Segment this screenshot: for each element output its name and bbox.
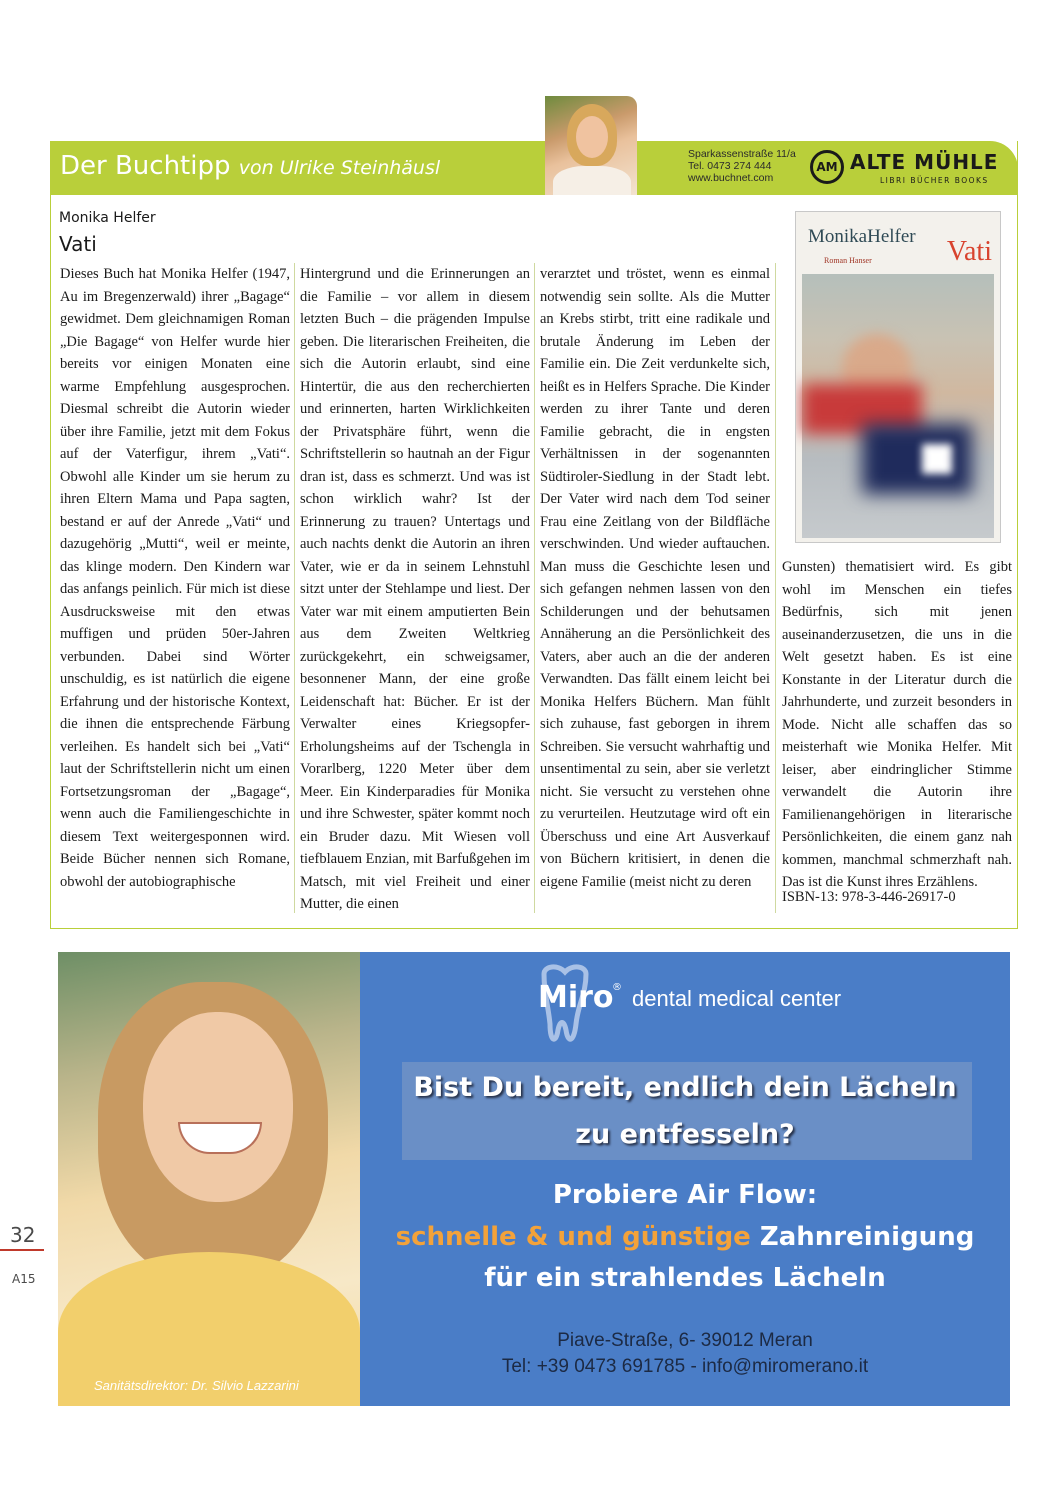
shop-tagline: LIBRI BÜCHER BOOKS bbox=[880, 176, 989, 185]
ad-offer-line-1: Probiere Air Flow: bbox=[552, 1180, 818, 1210]
ad-headline-line-1: Bist Du bereit, endlich dein Lächeln bbox=[413, 1072, 957, 1103]
article-author: Monika Helfer bbox=[59, 210, 156, 226]
ad-address: Piave-Straße, 6- 39012 Meran bbox=[557, 1330, 813, 1351]
miro-subtitle: dental medical center bbox=[632, 986, 842, 1011]
ad-headline-line-2: zu entfesseln? bbox=[575, 1119, 795, 1150]
miro-ad-panel bbox=[360, 952, 1010, 1406]
ad-contact: Tel: +39 0473 691785 - info@miromerano.it bbox=[501, 1356, 869, 1377]
ad-offer-line-2 bbox=[360, 1222, 1010, 1252]
ad-photo-caption: Sanitätsdirektor: Dr. Silvio Lazzarini bbox=[94, 1378, 299, 1393]
reviewer-portrait bbox=[545, 96, 637, 195]
shop-website: www.buchnet.com bbox=[688, 172, 774, 184]
book-tip-title bbox=[60, 151, 440, 181]
shop-address bbox=[688, 148, 796, 184]
page-code: A15 bbox=[12, 1272, 36, 1286]
ad-offer-line-3: für ein strahlendes Lächeln bbox=[484, 1263, 886, 1293]
article-title: Vati bbox=[59, 232, 97, 256]
logo-mark-icon: AM bbox=[810, 150, 844, 184]
cover-artwork bbox=[802, 274, 994, 538]
column-divider bbox=[775, 263, 776, 913]
page-number-rule bbox=[0, 1249, 44, 1251]
cover-title: Vati bbox=[946, 236, 992, 267]
shop-name: ALTE MÜHLE bbox=[850, 150, 999, 174]
ad-offer-highlight: schnelle & und günstige bbox=[395, 1222, 751, 1252]
article-column-3: verarztet und tröstet, wenn es einmal notwendig sein sollte. Als die Mutter an Krebs stirbt, tritt eine radikale und brutale Änderung im Leben der Familie ein. Die Zeit verdunkelte sich, heißt es in Helfers Sprache. Die Kinder werden zu ihrer Tante und deren Familie gebracht, die in engsten Verhältnissen in der sogenannten Südtiroler-Siedlung in der Stadt lebt. Der Vater wird nach dem Tod seiner Frau eine Zeitlang von der Bildfläche verschwinden. Und wieder auftauchen. Man muss die Geschichte lesen und sich gefangen nehmen lassen von den Schilderungen und der behutsamen Annäherung an die Persönlichkeit des Vaters, aber auch an die der anderen Verwandten. Das fällt einem leicht bei Monika Helfers Büchern. Man fühlt sich zuhause, fast geborgen in ihrem Schreiben. Sie versucht wahrhaftig und unsentimental zu sein, aber sie verletzt nicht. Sie versucht zu verstehen ohne zu verurteilen. Heutzutage wird oft ein Überschuss und eine Art Ausverkauf von Büchern kritisiert, in denen die eigene Familie (meist nicht zu deren bbox=[540, 266, 770, 890]
page-number: 32 bbox=[10, 1223, 36, 1247]
book-cover bbox=[795, 211, 1001, 543]
alte-muehle-logo bbox=[810, 150, 999, 190]
shop-phone: Tel. 0473 274 444 bbox=[688, 160, 772, 172]
article-column-4: Gunsten) thematisiert wird. Es gibt wohl im Menschen ein tiefes Bedürfnis, sich mit jenen auseinanderzusetzen, die uns in die Welt gesetzt haben. Es ist eine Konstante in der Literatur durch die Jahrhunderte, und zurzeit besonders in Mode. Nicht alle schaffen das so meisterhaft wie Monika Helfer. Mit leiser, aber eindringlicher Stimme verwandelt die Autorin ihre Familienangehörigen in literarische Persönlichkeiten, die einem ganz nah kommen, manchmal schmerzhaft nah. Das ist die Kunst ihres Erzählens. bbox=[782, 559, 1012, 890]
cover-publisher: Roman Hanser bbox=[824, 256, 872, 265]
article-column-2: Hintergrund und die Erinnerungen an die Familie – vor allem in diesem letzten Buch – die prägenden Impulse geben. Die literarischen Freiheiten, die sich die Autorin erlaubt, sind eine Hintertür, die aus den recherchierten und erinnerten, harten Wirklichkeiten der Privatsphäre führt, wenn die Schriftstellerin so hautnah an der Figur dran ist, dass es schmerzt. Und was ist schon wirklich wahr? Ist der Erinnerung zu trauen? Untertags und auch nachts denkt die Autorin an ihren Vater, wie er da in seinem Lehnstuhl sitzt unter der Stehlampe und liest. Der Vater war mit einem amputierten Bein aus dem Zweiten Weltkrieg zurückgekehrt, ein schweigsamer, besonnener Mann, der eine große Leidenschaft hat: Bücher. Er ist der Verwalter eines Kriegsopfer-Erholungsheims auf der Tschengla in Vorarlberg, 1220 Meter über dem Meer. Ein Kinderparadies für Monika und ihre Schwester, später kommt noch ein Bruder dazu. Mit Wiesen voll tiefblauem Enzian, mit Barfußgehen im Matsch, mit viel Freiheit und einer Mutter, die einen bbox=[300, 266, 530, 912]
book-tip-title-text: Der Buchtipp bbox=[60, 151, 231, 181]
ad-headline bbox=[360, 1064, 1010, 1158]
ad-photo-smiling-woman bbox=[58, 952, 360, 1406]
shop-street: Sparkassenstraße 11/a bbox=[688, 148, 796, 160]
book-tip-byline: von Ulrike Steinhäusl bbox=[238, 157, 441, 179]
column-divider bbox=[534, 263, 535, 913]
article-column-1: Dieses Buch hat Monika Helfer (1947, Au im Bregenzerwald) ihrer „Bagage“ gewidmet. Dem gleichnamigen Roman „Die Bagage“ von Helfer wurde hier bereits vor einigen Monaten eine warme Empfehlung ausgesprochen. Diesmal schreibt die Autorin wieder über ihre Familie, jetzt mit dem Fokus auf der Vaterfigur, ihrem „Vati“. Obwohl alle Kinder um sie herum zu ihren Eltern Mama und Papa sagten, bestand er auf der Anrede „Vati“ und dazugehörig „Mutti“, weil er meinte, das klinge modern. Den Kindern war das anfangs peinlich. Für mich ist diese Ausdrucksweise mit den etwas muffigen und prüden 50er-Jahren verbunden. Dabei sind Wörter unschuldig, es ist natürlich die eigene Erfahrung und der historische Kontext, die ihnen die entsprechende Färbung verleihen. Es handelt sich bei „Vati“ laut der Schriftstellerin nicht um einen Fortsetzungsroman der „Bagage“, wenn auch die Familiengeschichte in diesem Text weitergesponnen wird. Beide Bücher nennen sich Romane, obwohl der autobiographische bbox=[60, 266, 290, 890]
registered-mark: ® bbox=[612, 982, 622, 993]
isbn: ISBN-13: 978-3-446-26917-0 bbox=[782, 889, 956, 905]
ad-offer-rest: Zahnreinigung bbox=[750, 1222, 975, 1252]
cover-author: MonikaHelfer bbox=[808, 226, 916, 247]
miro-brand: Miro bbox=[538, 980, 614, 1015]
column-divider bbox=[294, 263, 295, 913]
